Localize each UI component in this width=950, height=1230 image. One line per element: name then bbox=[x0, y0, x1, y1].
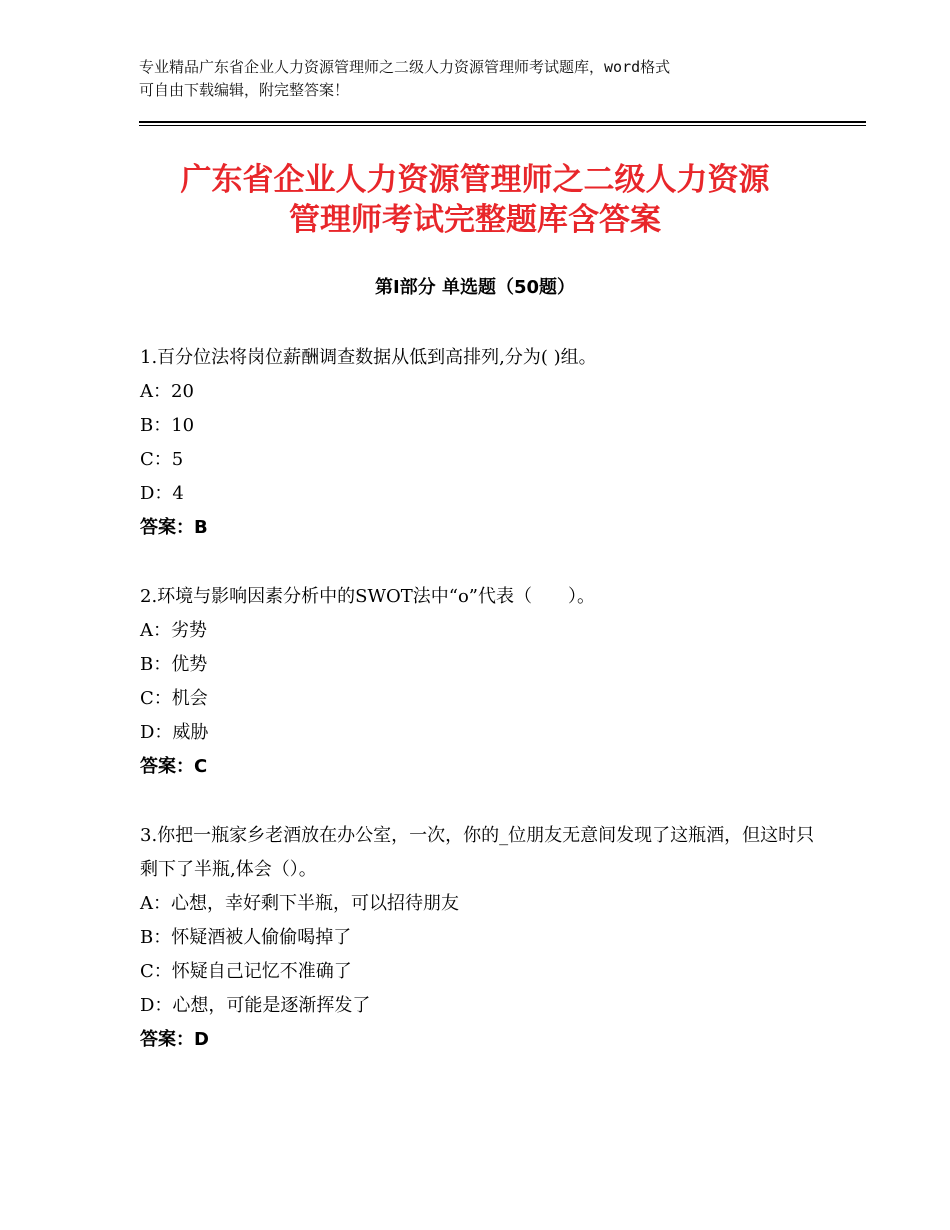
question-stem: 1.百分位法将岗位薪酬调查数据从低到高排列,分为( )组。 bbox=[140, 347, 597, 368]
header-divider-thick bbox=[139, 121, 866, 123]
question-stem: 2.环境与影响因素分析中的SWOT法中“o”代表（ ）。 bbox=[140, 586, 596, 607]
answer-label: 答案：D bbox=[140, 1029, 209, 1050]
header-divider-thin bbox=[139, 125, 866, 126]
question-1 bbox=[140, 341, 820, 545]
question-3 bbox=[140, 819, 820, 1057]
document-title bbox=[100, 160, 850, 240]
option-c: C：机会 bbox=[140, 688, 208, 709]
answer-label: 答案：C bbox=[140, 756, 208, 777]
option-a: A：劣势 bbox=[140, 620, 207, 641]
header-note-line-1: 专业精品广东省企业人力资源管理师之二级人力资源管理师考试题库，word格式 bbox=[139, 58, 671, 76]
option-a: A：20 bbox=[140, 381, 194, 402]
option-a: A：心想，幸好剩下半瓶，可以招待朋友 bbox=[140, 893, 459, 914]
option-b: B：优势 bbox=[140, 654, 208, 675]
question-2 bbox=[140, 580, 820, 784]
option-b: B：10 bbox=[140, 415, 195, 436]
option-b: B：怀疑酒被人偷偷喝掉了 bbox=[140, 927, 352, 948]
header-note-line-2: 可自由下载编辑，附完整答案！ bbox=[139, 81, 350, 99]
question-stem: 3.你把一瓶家乡老酒放在办公室，一次，你的_位朋友无意间发现了这瓶酒，但这时只剩下了半瓶,体会（）。 bbox=[140, 825, 815, 880]
option-c: C：怀疑自己记忆不准确了 bbox=[140, 961, 352, 982]
document-title-line-1: 广东省企业人力资源管理师之二级人力资源 bbox=[180, 162, 770, 198]
option-d: D：心想，可能是逐渐挥发了 bbox=[140, 995, 371, 1016]
document-title-line-2: 管理师考试完整题库含答案 bbox=[289, 202, 661, 238]
option-d: D：4 bbox=[140, 483, 184, 504]
option-d: D：威胁 bbox=[140, 722, 209, 743]
answer-label: 答案：B bbox=[140, 517, 208, 538]
header-note bbox=[139, 56, 839, 102]
section-heading: 第Ⅰ部分 单选题（50题） bbox=[374, 277, 575, 298]
option-c: C：5 bbox=[140, 449, 184, 470]
